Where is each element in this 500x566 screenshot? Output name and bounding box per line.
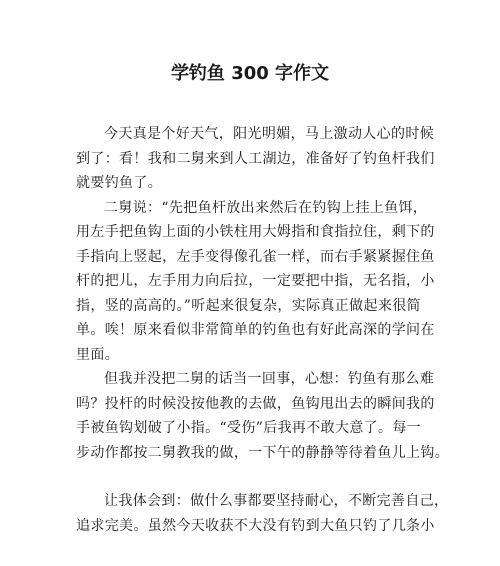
paragraph-1 [76,122,435,196]
paragraph-line: 二舅说：“先把鱼杆放出来然后在钓钩上挂上鱼饵， [104,199,428,216]
paragraph-4 [76,489,449,538]
paragraph-gap [76,465,426,489]
paragraph-line: 追求完美。虽然今天收获不大没有钓到大鱼只钓了几条小 [76,517,435,534]
paragraph-line: 单。唉！原来看似非常简单的钓鱼也有好此高深的学问在 [76,322,435,338]
document-body [76,122,450,538]
paragraph-line: 手被鱼钩划破了小指。“受伤”后我再不敢大意了。每一 [76,420,422,436]
paragraph-line: 但我并没把二舅的话当一回事，心想：钓鱼有那么难 [104,371,435,387]
paragraph-line: 手指向上竖起，左手变得像孔雀一样，而右手紧紧握住鱼 [76,248,435,265]
paragraph-line: 步动作都按二舅教我的做，一下午的静静等待着鱼儿上钩。 [76,444,450,461]
paragraph-line: 指，竖的高高的。”听起来很复杂，实际真正做起来很简 [76,297,421,314]
paragraph-line: 让我体会到：做什么事都要坚持耐心，不断完善自己， [104,493,449,509]
paragraph-line: 吗？投杆的时候没按他教的去做，鱼钩甩出去的瞬间我的 [76,395,435,412]
paragraph-line: 到了：看！我和二舅来到人工湖边，准备好了钓鱼杆我们 [76,150,435,167]
paragraph-line: 用左手把鱼钩上面的小铁柱用大姆指和食指拉住，剩下的 [76,224,435,240]
document-title: 学钓鱼 300 字作文 [170,63,330,84]
paragraph-2 [76,196,435,368]
paragraph-line: 今天真是个好天气，阳光明媚，马上激动人心的时候 [104,126,435,142]
paragraph-line: 就要钓鱼了。 [76,175,163,191]
paragraph-line: 杆的把儿，左手用力向后拉，一定要把中指，无名指，小 [76,273,435,289]
paragraph-line: 里面。 [76,346,120,363]
paragraph-3 [76,367,450,465]
